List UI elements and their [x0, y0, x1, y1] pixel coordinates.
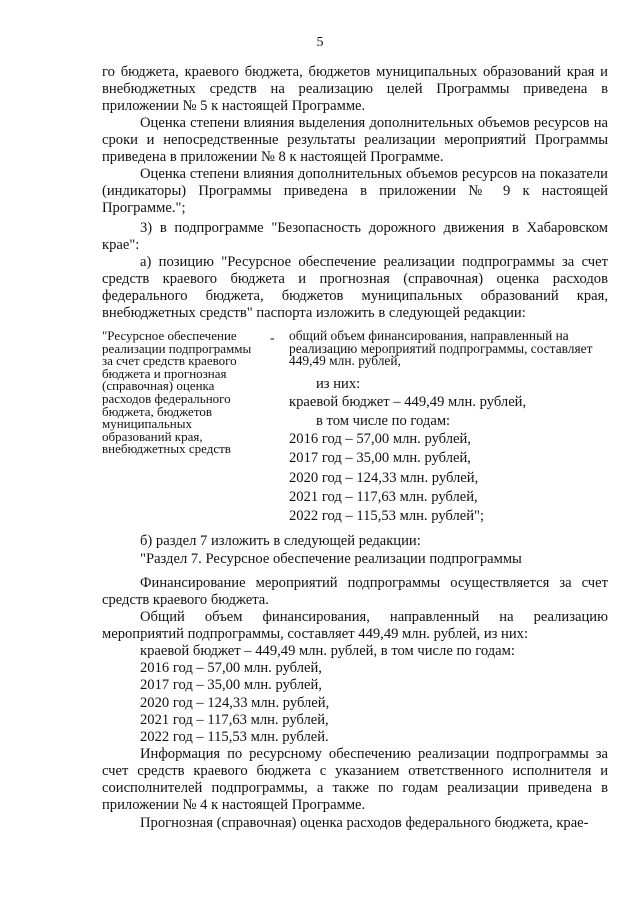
paragraph-financing: Финансирование мероприятий подпрограммы осуществляется за счет средств краевого бюджета. [102, 575, 608, 608]
passport-year-2021: 2021 год – 117,63 млн. рублей, [289, 489, 478, 505]
paragraph-forecast: Прогнозная (справочная) оценка расходов федерального бюджета, крае- [140, 815, 589, 831]
list-year-2016: 2016 год – 57,00 млн. рублей, [140, 660, 322, 676]
passport-regional: краевой бюджет – 449,49 млн. рублей, [289, 394, 527, 410]
passport-year-2017: 2017 год – 35,00 млн. рублей, [289, 450, 471, 466]
paragraph-section7-intro: б) раздел 7 изложить в следующей редакции: [140, 533, 421, 549]
passport-year-2016: 2016 год – 57,00 млн. рублей, [289, 431, 471, 447]
paragraph-assessment-9: Оценка степени влияния дополнительных объемов ресурсов на показатели (индикаторы) Программы приведена в приложении № 9 к настоящей Программе."; [102, 166, 608, 216]
paragraph-position: а) позицию "Ресурсное обеспечение реализации подпрограммы за счет средств краевого бюджета и прогнозная (справочная) оценка расходов федерального бюджета, бюджетов муниципальных образований края, внебюджетных средств" паспорта изложить в следующей редакции: [102, 254, 608, 321]
section7-heading: "Раздел 7. Ресурсное обеспечение реализации подпрограммы [140, 551, 522, 567]
passport-total: общий объем финансирования, направленный на реализацию мероприятий подпрограммы, составляет 449,49 млн. рублей, [289, 328, 593, 369]
paragraph-assessment-8: Оценка степени влияния выделения дополнительных объемов ресурсов на сроки и непосредственные результаты реализации мероприятий Программы приведена в приложении № 8 к настоящей Программе. [102, 115, 608, 165]
passport-year-2022: 2022 год – 115,53 млн. рублей"; [289, 508, 485, 524]
list-year-2022: 2022 год – 115,53 млн. рублей. [140, 729, 329, 745]
list-regional: краевой бюджет – 449,49 млн. рублей, в том числе по годам: [140, 643, 515, 659]
list-year-2020: 2020 год – 124,33 млн. рублей, [140, 695, 330, 711]
list-year-2021: 2021 год – 117,63 млн. рублей, [140, 712, 329, 728]
passport-year-2020: 2020 год – 124,33 млн. рублей, [289, 470, 479, 486]
list-year-2017: 2017 год – 35,00 млн. рублей, [140, 677, 322, 693]
paragraph-resource-info: Информация по ресурсному обеспечению реализации подпрограммы за счет средств краевого бюджета с указанием ответственного исполнителя и соисполнителей подпрограммы, а также по годам реализации приведена в приложении № 4 к настоящей Программе. [102, 746, 608, 813]
page-number: 5 [316, 35, 324, 50]
paragraph-intro: го бюджета, краевого бюджета, бюджетов муниципальных образований края и внебюджетных средств на реализацию целей Программы приведена в приложении № 5 к настоящей Программе. [102, 64, 608, 114]
passport-of-them: из них: [316, 376, 361, 392]
paragraph-total-volume: Общий объем финансирования, направленный на реализацию мероприятий подпрограммы, составляет 449,49 млн. рублей, из них: [102, 609, 608, 642]
passport-dash: - [270, 331, 275, 346]
paragraph-subprogram: 3) в подпрограмме "Безопасность дорожного движения в Хабаровском крае": [102, 220, 608, 253]
passport-left-cell: "Ресурсное обеспечение реализации подпрограммы за счет средств краевого бюджета и прогнозная (справочная) оценка расходов федерального бюджета, бюджетов муниципальных образований края, внебюджетных средств [102, 328, 252, 457]
passport-by-years: в том числе по годам: [316, 413, 451, 429]
